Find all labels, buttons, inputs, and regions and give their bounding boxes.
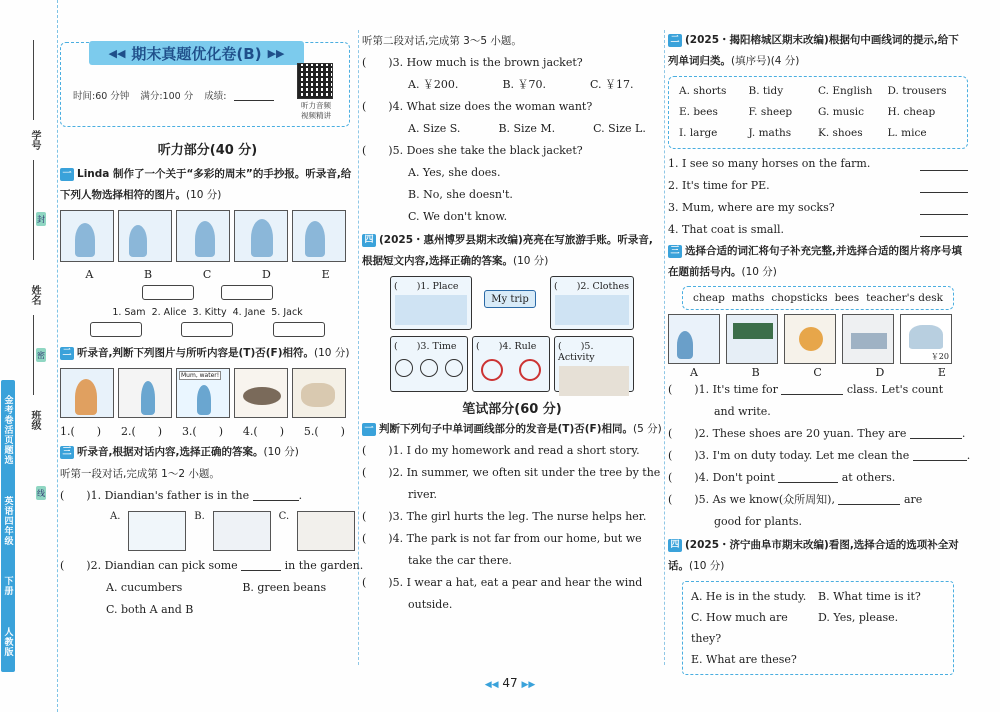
word: I. large xyxy=(679,127,718,139)
listen-q3-4: ( )4. What size does the woman want? xyxy=(362,100,593,113)
score-blank[interactable] xyxy=(234,89,274,101)
writing-heading: 笔试部分(60 分) xyxy=(462,402,562,417)
q3-options xyxy=(362,74,662,96)
dialogue-intro-1: 听第一段对话,完成第 1～2 小题。 xyxy=(60,468,220,480)
speech-bubble: Mum, water! xyxy=(181,372,220,379)
option[interactable]: B. Size M. xyxy=(498,122,556,135)
word: A. shorts xyxy=(679,85,727,97)
writing-q1-head xyxy=(362,419,662,440)
classify-item xyxy=(668,153,968,175)
option[interactable]: B. ￥70. xyxy=(502,78,547,91)
q-number-badge: 二 xyxy=(60,347,74,360)
q-points: (10 分) xyxy=(741,266,777,278)
names-row xyxy=(60,307,355,318)
picture-d xyxy=(234,210,288,262)
clock-icon xyxy=(445,359,463,377)
answer-blank[interactable] xyxy=(910,427,962,439)
word: G. music xyxy=(818,106,865,118)
name-item: 1. Sam xyxy=(112,307,146,318)
q-text: 选择合适的词汇将句子补充完整,并选择合适的图片将序号填在题前括号内。 xyxy=(668,245,962,278)
option[interactable]: C. Size L. xyxy=(593,122,646,135)
arrow-right-icon: ▶▶ xyxy=(267,46,285,60)
qr-code-icon[interactable] xyxy=(297,63,333,99)
name-item: 5. Jack xyxy=(271,307,303,318)
q-number-badge: 四 xyxy=(668,539,682,552)
item-text: 4. That coat is small. xyxy=(668,223,784,236)
q-points: (10 分) xyxy=(689,560,725,572)
word: teacher's desk xyxy=(866,292,943,304)
option[interactable]: C. both A and B xyxy=(106,603,194,616)
answer-blank[interactable] xyxy=(778,471,838,483)
full-score: 满分:100 分 xyxy=(140,91,194,102)
letter: B xyxy=(751,366,760,379)
letter: C xyxy=(202,268,212,281)
clock-icon xyxy=(420,359,438,377)
q-points: (10 分) xyxy=(314,347,350,359)
name-label: 姓名 xyxy=(29,285,40,305)
item-text: 1. It's time for xyxy=(698,383,778,396)
time-limit: 时间:60 分钟 xyxy=(73,91,130,102)
listening-q2-pictures xyxy=(60,368,355,418)
q-number-badge: 二 xyxy=(668,34,682,47)
q-number-badge: 一 xyxy=(60,168,74,181)
mm-time xyxy=(390,336,468,392)
column-middle xyxy=(362,30,662,616)
title-box xyxy=(60,42,350,127)
id-line-2 xyxy=(33,160,34,260)
mm-rule xyxy=(472,336,550,392)
item-text: 2. In summer, we often sit under the tree by the xyxy=(392,466,661,479)
qr-caption: 听力音频 视频精讲 xyxy=(301,101,331,120)
dialogue-intro-2: 听第二段对话,完成第 3～5 小题。 xyxy=(362,35,522,47)
q-number-badge: 三 xyxy=(60,446,74,459)
answer-blank[interactable] xyxy=(241,559,281,571)
item-text: 4. The park is not far from our home, but we xyxy=(392,532,642,545)
item-text: 3. I'm on duty today. Let me clean the xyxy=(698,449,910,462)
item-text: 5. I wear a hat, eat a pear and hear the wind xyxy=(392,576,643,589)
mindmap-center: My trip xyxy=(484,290,536,308)
room-picture-b xyxy=(213,511,271,551)
q-text: (2025・济宁曲阜市期末改编)看图,选择合适的选项补全对话。 xyxy=(668,539,959,572)
arrow-left-icon: ◀◀ xyxy=(108,46,126,60)
q4-options xyxy=(362,118,662,140)
option[interactable]: B. What time is it? xyxy=(818,590,921,603)
tf-item[interactable]: 1.( ) xyxy=(60,425,102,438)
option[interactable]: A. cucumbers xyxy=(106,581,183,594)
word-choices xyxy=(682,286,954,310)
tf-item[interactable]: 4.( ) xyxy=(242,425,284,438)
letter: D xyxy=(262,268,271,281)
phonics-item: ( )2. In summer, we often sit under the tree by the xyxy=(362,466,661,479)
picture-e xyxy=(900,314,952,364)
word: J. maths xyxy=(748,127,792,139)
q-points: (10 分) xyxy=(263,446,299,458)
seal-mark-1: 封 xyxy=(36,212,46,226)
word: L. mice xyxy=(887,127,927,139)
classify-item xyxy=(668,219,968,241)
q2-options-ab xyxy=(60,577,355,599)
page-number xyxy=(480,676,540,690)
score-label: 成绩: xyxy=(204,91,227,102)
word: E. bees xyxy=(679,106,718,118)
listening-q2-head xyxy=(60,343,355,364)
item-continuation: outside. xyxy=(408,598,453,611)
option[interactable]: C. We don't know. xyxy=(408,210,508,223)
mm-place xyxy=(390,276,472,330)
classify-item xyxy=(668,197,968,219)
item-text: 4. Don't point xyxy=(698,471,775,484)
tf-item[interactable]: 3.( ) xyxy=(181,425,224,438)
answer-blank[interactable] xyxy=(920,159,968,171)
class-label: 班级 xyxy=(29,410,40,430)
seal-mark-3: 线 xyxy=(36,486,46,500)
option[interactable]: E. What are these? xyxy=(691,653,797,666)
exam-title: 期末真题优化卷(B) xyxy=(131,44,262,63)
picture-e xyxy=(292,210,346,262)
word: H. cheap xyxy=(887,106,936,118)
item-text: 1. I do my homework and read a short story. xyxy=(392,444,640,457)
series-strip xyxy=(1,380,15,672)
letter: E xyxy=(937,366,946,379)
page-number-text: 47 xyxy=(502,676,518,690)
q-text: (2025・揭阳榕城区期末改编)根据句中画线词的提示,给下列单词归类。 xyxy=(668,34,959,67)
picture-letters xyxy=(668,366,968,379)
fill-item: ( )5. As we know(众所周知), are xyxy=(668,493,923,506)
word: B. tidy xyxy=(748,85,784,97)
option-label: C. xyxy=(278,511,290,522)
column-right xyxy=(668,30,971,675)
listening-heading: 听力部分(40 分) xyxy=(157,143,258,158)
q-text: 听录音,判断下列图片与所听内容是(T)否(F)相符。 xyxy=(77,347,315,359)
writing-q3-head xyxy=(668,241,968,283)
picture-4 xyxy=(234,368,288,418)
name-line xyxy=(33,315,34,395)
item-continuation: take the car there. xyxy=(408,554,512,567)
picture-2 xyxy=(118,368,172,418)
picture-1 xyxy=(60,368,114,418)
option[interactable]: A. ￥200. xyxy=(408,78,459,91)
listen-q3-1: ( )1. Diandian's father is in the . xyxy=(60,489,303,502)
fill-item: ( )4. Don't point at others. xyxy=(668,471,896,484)
option-label: B. xyxy=(194,511,205,522)
question-text: How much is the brown jacket? xyxy=(406,56,583,69)
answer-box[interactable] xyxy=(90,322,142,337)
q-number-badge: 三 xyxy=(668,245,682,258)
letter: A xyxy=(85,268,94,281)
item-text: 3. Mum, where are my socks? xyxy=(668,201,835,214)
student-id-label: 学号 xyxy=(29,130,40,150)
answer-boxes-top xyxy=(60,285,355,303)
item-continuation: good for plants. xyxy=(714,515,803,528)
answer-boxes-bottom xyxy=(60,322,355,337)
answer-box[interactable] xyxy=(273,322,325,337)
picture-5 xyxy=(292,368,346,418)
room-options xyxy=(60,511,355,551)
option[interactable]: A. Size S. xyxy=(408,122,461,135)
answer-blank[interactable] xyxy=(253,489,299,501)
option[interactable]: A. Yes, she does. xyxy=(408,166,501,179)
strip-edition: 人教版 xyxy=(2,626,13,657)
room-picture-c xyxy=(297,511,355,551)
q-number-badge: 四 xyxy=(362,234,376,247)
word: C. English xyxy=(818,85,873,97)
picture-d xyxy=(842,314,894,364)
page-prev-icon: ◀◀ xyxy=(484,680,499,690)
item-text: 3. The girl hurts the leg. The nurse helps her. xyxy=(392,510,647,523)
answer-blank[interactable] xyxy=(913,449,967,461)
q-points: (5 分) xyxy=(633,423,662,435)
mm-label: ( )4. Rule xyxy=(476,341,537,352)
mm-label: ( )1. Place xyxy=(394,281,459,292)
name-item: 2. Alice xyxy=(151,307,187,318)
word-bank xyxy=(668,76,968,149)
dialogue-options xyxy=(682,581,954,675)
phonics-item: ( )3. The girl hurts the leg. The nurse helps her. xyxy=(362,510,647,523)
clock-icon xyxy=(395,359,413,377)
writing-q2-head xyxy=(668,30,968,72)
option[interactable]: B. No, she doesn't. xyxy=(408,188,513,201)
answer-blank[interactable] xyxy=(781,383,843,395)
letter: D xyxy=(875,366,885,379)
column-divider xyxy=(664,30,665,665)
option[interactable]: A. He is in the study. xyxy=(691,590,807,603)
answer-blank[interactable] xyxy=(920,203,968,215)
fill-item: ( )3. I'm on duty today. Let me clean the . xyxy=(668,449,971,462)
picture-3 xyxy=(176,368,230,418)
listen-q3-2: ( )2. Diandian can pick some in the garden. xyxy=(60,559,364,572)
word: chopsticks xyxy=(771,292,828,304)
tf-item[interactable]: 5.( ) xyxy=(303,425,345,438)
price-tag: ￥20 xyxy=(930,352,949,361)
id-line xyxy=(33,40,34,120)
item-text: 1. I see so many horses on the farm. xyxy=(668,157,871,170)
listening-q3-head xyxy=(60,442,355,463)
word: bees xyxy=(834,292,860,304)
q-points: (10 分) xyxy=(186,189,222,201)
option[interactable]: B. green beans xyxy=(242,581,327,594)
listening-q4-head xyxy=(362,230,662,272)
answer-blank[interactable] xyxy=(838,493,900,505)
name-item: 4. Jane xyxy=(232,307,266,318)
letter: C xyxy=(813,366,822,379)
fill-item: ( )1. It's time for class. Let's count xyxy=(668,383,944,396)
strip-term: 下册 xyxy=(2,576,13,597)
listening-q2-answers xyxy=(60,422,355,442)
question-text: What size does the woman want? xyxy=(406,100,593,113)
word: D. trousers xyxy=(887,85,947,97)
mm-activity xyxy=(554,336,634,392)
listen-q3-3: ( )3. How much is the brown jacket? xyxy=(362,56,583,69)
picture-letters xyxy=(60,266,355,283)
item-text: are xyxy=(903,493,923,506)
answer-blank[interactable] xyxy=(920,225,968,237)
classify-item xyxy=(668,175,968,197)
q-text: (2025・惠州博罗县期末改编)亮亮在写旅游手账。听录音,根据短文内容,选择正确的答案。 xyxy=(362,234,653,267)
item-continuation: river. xyxy=(408,488,438,501)
question-end: in the garden. xyxy=(284,559,364,572)
option[interactable]: D. Yes, please. xyxy=(818,611,899,624)
phonics-item: ( )4. The park is not far from our home, but we xyxy=(362,532,642,545)
word: K. shoes xyxy=(818,127,863,139)
mm-label: ( )3. Time xyxy=(394,341,457,352)
page-next-icon: ▶▶ xyxy=(521,680,536,690)
answer-box[interactable] xyxy=(221,285,273,300)
mm-label: ( )2. Clothes xyxy=(554,281,629,292)
room-picture-a xyxy=(128,511,186,551)
option[interactable]: C. How much are they? xyxy=(691,611,788,645)
answer-blank[interactable] xyxy=(920,181,968,193)
item-text: 5. As we know(众所周知), xyxy=(698,493,835,506)
title-banner xyxy=(89,41,304,65)
q-text: 听录音,根据对话内容,选择正确的答案。 xyxy=(77,446,264,458)
no-sign-icon xyxy=(519,359,541,381)
binding-margin xyxy=(0,0,58,712)
letter: A xyxy=(690,366,698,379)
listening-q1-head xyxy=(60,164,355,206)
exam-meta xyxy=(73,88,282,102)
q-text: Linda 制作了一个关于“多彩的周末”的手抄报。听录音,给下列人物选择相符的图片。 xyxy=(60,168,352,201)
listening-q1-pictures xyxy=(60,210,355,262)
writing-q4-head xyxy=(668,535,968,577)
letter: B xyxy=(144,268,153,281)
seal-mark-2: 密 xyxy=(36,348,46,362)
item-continuation: and write. xyxy=(714,405,771,418)
q-points: (填序号)(4 分) xyxy=(731,55,800,67)
column-left xyxy=(60,34,364,621)
option-label: A. xyxy=(110,511,121,522)
question-text: Diandian's father is in the xyxy=(104,489,250,502)
picture-a xyxy=(668,314,720,364)
question-text: Diandian can pick some xyxy=(104,559,238,572)
option[interactable]: C. ￥17. xyxy=(590,78,634,91)
answer-box[interactable] xyxy=(181,322,233,337)
writing-q3-pictures xyxy=(668,314,968,364)
letter: E xyxy=(321,268,330,281)
item-text: 2. These shoes are 20 yuan. They are xyxy=(698,427,907,440)
trip-mindmap xyxy=(362,276,662,394)
question-text: Does she take the black jacket? xyxy=(406,144,583,157)
picture-b xyxy=(726,314,778,364)
name-item: 3. Kitty xyxy=(192,307,227,318)
item-text: at others. xyxy=(841,471,896,484)
mm-clothes xyxy=(550,276,634,330)
no-sign-icon xyxy=(481,359,503,381)
word: maths xyxy=(731,292,765,304)
item-text: 2. It's time for PE. xyxy=(668,179,770,192)
word: F. sheep xyxy=(748,106,793,118)
item-text: class. Let's count xyxy=(846,383,944,396)
picture-c xyxy=(176,210,230,262)
mm-label: ( )5. Activity xyxy=(558,341,595,363)
strip-series: 金考卷活页题选 xyxy=(2,395,13,466)
picture-c xyxy=(784,314,836,364)
phonics-item: ( )5. I wear a hat, eat a pear and hear the wind xyxy=(362,576,643,589)
strip-grade: 英语四年级 xyxy=(2,495,13,546)
q-text: 判断下列句子中单词画线部分的发音是(T)否(F)相同。 xyxy=(379,423,634,435)
picture-b xyxy=(118,210,172,262)
word: cheap xyxy=(693,292,725,304)
tf-item[interactable]: 2.( ) xyxy=(120,425,163,438)
fill-item: ( )2. These shoes are 20 yuan. They are . xyxy=(668,427,966,440)
listen-q3-5: ( )5. Does she take the black jacket? xyxy=(362,144,583,157)
q-points: (10 分) xyxy=(513,255,549,267)
phonics-item: ( )1. I do my homework and read a short story. xyxy=(362,444,640,457)
q-number-badge: 一 xyxy=(362,423,376,436)
answer-box[interactable] xyxy=(142,285,194,300)
picture-a xyxy=(60,210,114,262)
